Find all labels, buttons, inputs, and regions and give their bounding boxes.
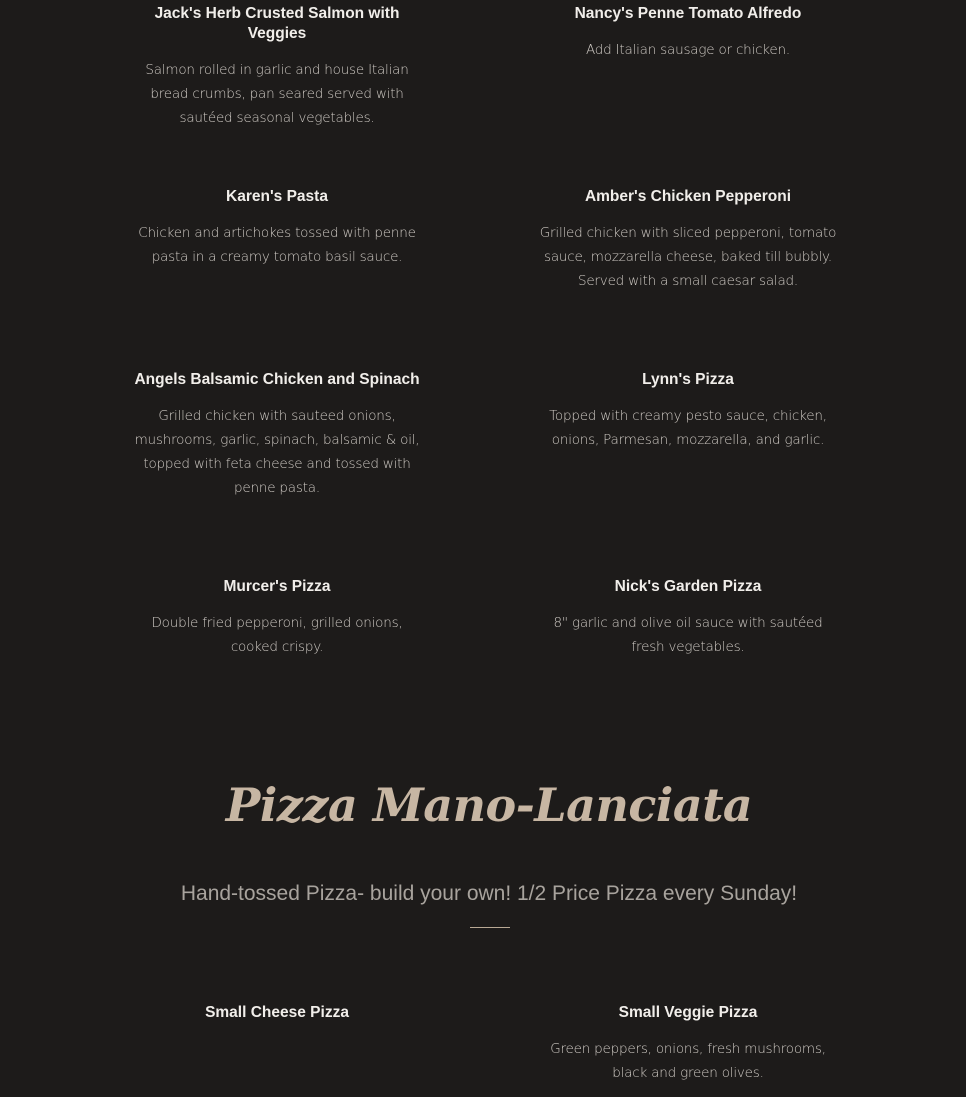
menu-item-description: Topped with creamy pesto sauce, chicken, onions, Parmesan, mozzarella, and garlic. — [549, 408, 827, 448]
menu-item-description: Grilled chicken with sauteed onions, mushrooms, garlic, spinach, balsamic & oil, topped with feta cheese and tossed with penne pasta. — [134, 408, 420, 496]
menu-item-name: Small Veggie Pizza — [618, 1004, 758, 1021]
menu-item-name: Angels Balsamic Chicken and Spinach — [134, 371, 420, 388]
menu-item-name: Amber's Chicken Pepperoni — [584, 188, 792, 205]
menu-item-name: Karen's Pasta — [226, 188, 328, 205]
menu-item-name: Small Cheese Pizza — [205, 1004, 349, 1021]
menu-item — [538, 1003, 838, 1085]
menu-item — [538, 187, 838, 293]
menu-item-name: Murcer's Pizza — [223, 578, 331, 595]
menu-item-name: Nancy's Penne Tomato Alfredo — [574, 5, 802, 22]
menu-item — [538, 370, 838, 452]
menu-item-name: Nick's Garden Pizza — [614, 578, 762, 595]
menu-item-name: Lynn's Pizza — [642, 371, 734, 388]
menu-item — [127, 577, 427, 659]
menu-item — [127, 370, 427, 500]
menu-item-description: 8" garlic and olive oil sauce with sautéed fresh vegetables. — [553, 615, 823, 655]
menu-item — [127, 187, 427, 269]
menu-item-description: Double fried pepperoni, grilled onions, cooked crispy. — [151, 615, 403, 655]
menu-item — [127, 4, 427, 130]
menu-item-description: Add Italian sausage or chicken. — [585, 42, 790, 58]
menu-item-description: Grilled chicken with sliced pepperoni, tomato sauce, mozzarella cheese, baked till bubbly. Served with a small caesar salad. — [539, 225, 837, 289]
menu-item — [538, 4, 838, 62]
section-title: Pizza Mano-Lanciata — [225, 778, 753, 832]
section-subtitle: Hand-tossed Pizza- build your own! 1/2 Price Pizza every Sunday! — [180, 882, 798, 905]
menu-item-description: Salmon rolled in garlic and house Italian bread crumbs, pan seared served with sautéed seasonal vegetables. — [145, 62, 409, 126]
menu-item-description: Green peppers, onions, fresh mushrooms, black and green olives. — [550, 1041, 826, 1081]
divider — [470, 927, 510, 928]
menu-item-name: Jack's Herb Crusted Salmon with Veggies — [154, 5, 400, 42]
menu-item — [127, 1003, 427, 1023]
menu-item — [538, 577, 838, 659]
menu-item-description: Chicken and artichokes tossed with penne pasta in a creamy tomato basil sauce. — [138, 225, 416, 265]
